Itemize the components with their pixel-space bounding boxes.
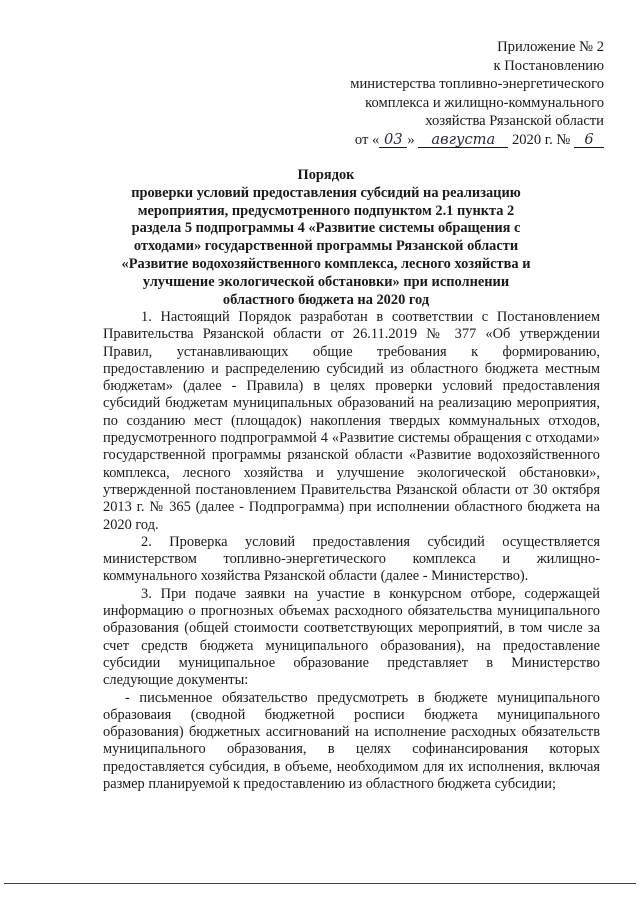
date-month-handwritten: августа [418,132,508,148]
appendix-block [304,38,604,150]
document-body [103,309,600,793]
date-year: 2020 г. № [511,131,571,148]
title-text: проверки условий предоставления субсидий на реализацию мероприятия, предусмотренного подпунктом 2.1 пункта 2 раздела 5 подпрограммы 4 «Развитие системы обращения с отходами» государственной программы Рязанской области «Развитие водохозяйственного комплекса, лесного хозяйства и улучшение экологической обстановки» при исполнении областного бюджета на 2020 год [121,184,531,308]
document-title [112,167,540,309]
paragraph-2: 2. Проверка условий предоставления субсидий осуществляется министерством топливно-энергетического комплекса и жилищно-коммунального хозяйства Рязанской области (далее - Министерство). [103,533,600,585]
appendix-number: Приложение № 2 [497,39,604,55]
paragraph-1: 1. Настоящий Порядок разработан в соответствии с Постановлением Правительства Рязанской области от 26.11.2019 № 377 «Об утверждении Правил, устанавливающих общие требования к формированию, предоставлению и распределению субсидий из областного бюджета местным бюджетам» (далее - Правила) в целях проверки условий предоставления субсидий бюджетам муниципальных образований на реализацию мероприятия, по созданию мест (площадок) накопления твердых коммунальных отходов, предусмотренного подпрограммой 4 «Развитие системы обращения с отходами» государственной программы рязанской области «Развитие водохозяйственного комплекса, лесного хозяйства и улучшение экологической обстановки», утвержденной постановлением Правительства Рязанской области от 30 октября 2013 г. № 365 (далее - Подпрограмма) при исполнении областного бюджета на 2020 год. [103,309,600,533]
date-day-handwritten: 03 [379,132,407,148]
date-prefix: от « [354,131,380,148]
appendix-ministry-line2: комплекса и жилищно-коммунального [365,94,604,111]
date-mid: » [407,131,415,148]
scan-edge-line [4,883,636,884]
title-heading: Порядок [297,167,355,183]
paragraph-3-item-1: - письменное обязательство предусмотреть в бюджете муниципального образоваия (сводной бюджетной росписи бюджета муниципального образования) бюджетных ассигнований на исполнение расходных обязательств муниципального образования, в целях софинансирования которых предоставляется субсидия, в объеме, необходимом для их исполнения, включая размер планируемой к предоставлению из областного бюджета субсидии; [103,689,600,793]
order-number-handwritten: 6 [574,132,604,148]
appendix-ministry-line3: хозяйства Рязанской области [425,113,604,130]
appendix-date-line [304,131,604,150]
appendix-ref: к Постановлению [493,57,604,74]
paragraph-3: 3. При подаче заявки на участие в конкурсном отборе, содержащей информацию о прогнозных объемах расходного обязательства муниципального образования (общей стоимости соответствующих мероприятий, в том числе за счет средств бюджета муниципального образования), на предоставление субсидии муниципальное образование представляет в Министерство следующие документы: [103,585,600,689]
appendix-ministry-line1: министерства топливно-энергетического [350,76,604,93]
